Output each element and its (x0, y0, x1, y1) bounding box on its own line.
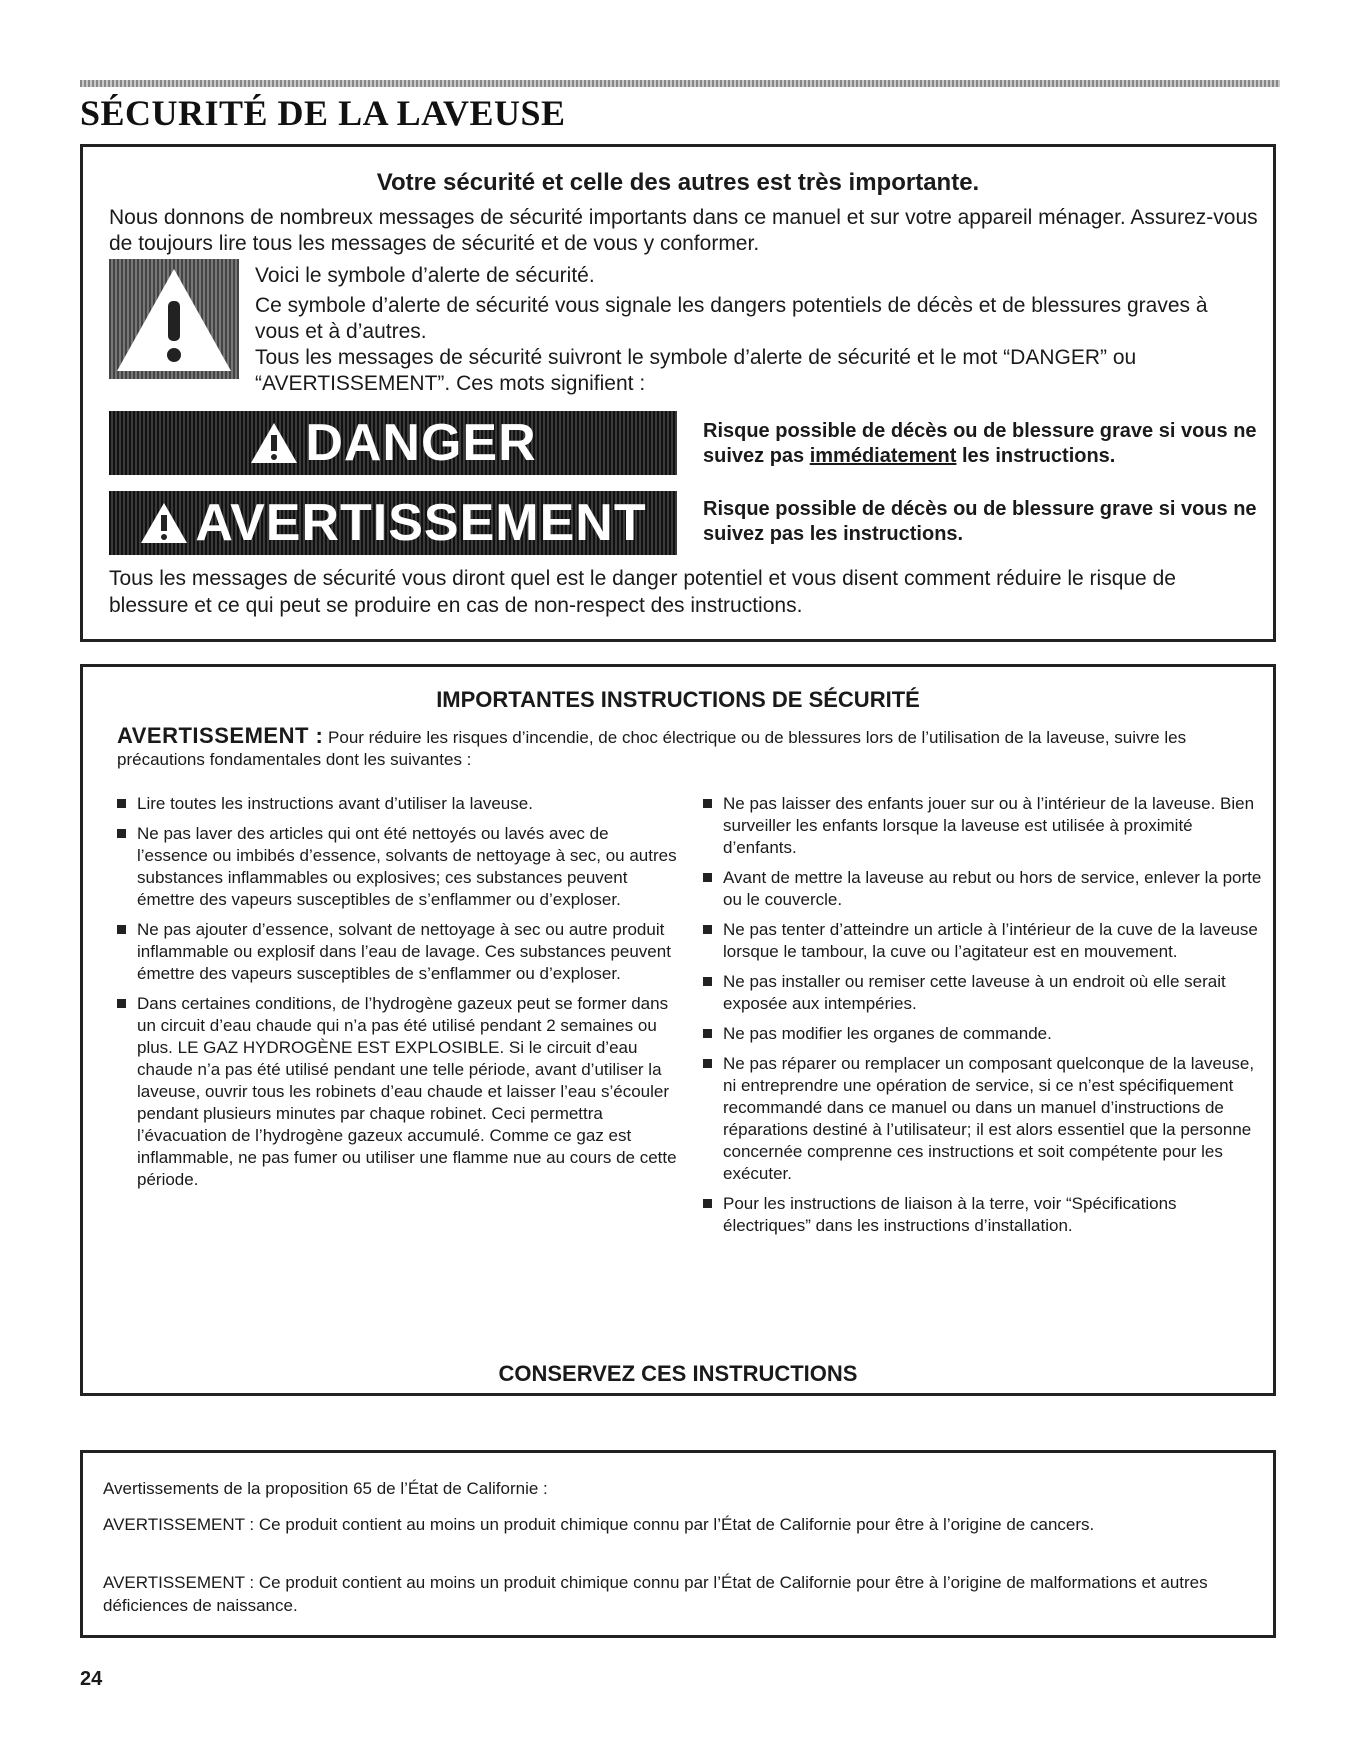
danger-description: Risque possible de décès ou de blessure grave si vous ne suivez pas immédiatement les instructions. (703, 420, 1257, 467)
list-item: Lire toutes les instructions avant d’utiliser la laveuse. (117, 793, 677, 815)
prop65-warning-birth-defects: AVERTISSEMENT : Ce produit contient au moins un produit chimique connu par l’État de Californie pour être à l’origine de malformations et autres déficiences de naissance. (103, 1573, 1208, 1615)
list-item: Ne pas modifier les organes de commande. (703, 1023, 1263, 1045)
warning-triangle-icon (249, 421, 299, 465)
page-number: 24 (80, 1668, 103, 1690)
prop65-warning-cancer: AVERTISSEMENT : Ce produit contient au moins un produit chimique connu par l’État de Californie pour être à l’origine de cancers. (103, 1515, 1095, 1534)
list-item: Avant de mettre la laveuse au rebut ou hors de service, enlever la porte ou le couvercle. (703, 867, 1263, 911)
safety-alert-icon (109, 259, 239, 379)
danger-signal-banner (109, 411, 677, 475)
alert-symbol-line-3: Tous les messages de sécurité suivront le symbole d’alerte de sécurité et le mot “DANGER” ou “AVERTISSEMENT”. Ces mots signifient : (255, 346, 1137, 395)
prop65-heading: Avertissements de la proposition 65 de l’État de Californie : (103, 1479, 548, 1498)
instructions-list-left (117, 793, 677, 1199)
important-instructions-box (80, 664, 1276, 1396)
warning-triangle-icon (139, 501, 189, 545)
safety-message-box (80, 144, 1276, 642)
instructions-list-right (703, 793, 1263, 1245)
list-item: Dans certaines conditions, de l’hydrogène gazeux peut se former dans un circuit d’eau chaude qui n’a pas été utilisé pendant 2 semaines ou plus. LE GAZ HYDROGÈNE EST EXPLOSIBLE. Si le circuit d’eau chaude n’a pas été utilisé pendant une telle période, avant d’utiliser la laveuse, ouvrir tous les robinets d’eau chaude et laisser l’eau s’écouler pendant plusieurs minutes par chaque robinet. Ceci permettra l’évacuation de l’hydrogène gazeux accumulé. Comme ce gaz est inflammable, ne pas fumer ou utiliser une flamme nue au cours de cette période. (117, 993, 677, 1191)
list-item: Ne pas laisser des enfants jouer sur ou à l’intérieur de la laveuse. Bien surveiller les enfants lorsque la laveuse est utilisée à proximité d’enfants. (703, 793, 1263, 859)
list-item: Ne pas ajouter d’essence, solvant de nettoyage à sec ou autre produit inflammable ou explosif dans l’eau de lavage. Ces substances peuvent émettre des vapeurs susceptibles de s’enflammer ou d’exploser. (117, 919, 677, 985)
page-title: SÉCURITÉ DE LA LAVEUSE (80, 93, 566, 133)
top-rule (80, 80, 1280, 87)
list-item: Ne pas installer ou remiser cette laveuse à un endroit où elle serait exposée aux intempéries. (703, 971, 1263, 1015)
safety-outro: Tous les messages de sécurité vous diront quel est le danger potentiel et vous disent comment réduire le risque de blessure et ce qui peut se produire en cas de non-respect des instructions. (109, 567, 1176, 617)
list-item: Pour les instructions de liaison à la terre, voir “Spécifications électriques” dans les instructions d’installation. (703, 1193, 1263, 1237)
safety-heading: Votre sécurité et celle des autres est très importante. (376, 169, 980, 196)
instructions-heading: IMPORTANTES INSTRUCTIONS DE SÉCURITÉ (436, 687, 920, 712)
warning-description: Risque possible de décès ou de blessure grave si vous ne suivez pas les instructions. (703, 498, 1257, 545)
prop65-box (80, 1450, 1276, 1638)
list-item: Ne pas réparer ou remplacer un composant quelconque de la laveuse, ni entreprendre une opération de service, si ce n’est spécifiquement recommandé dans ce manuel ou dans un manuel d’instructions de réparations destiné à l’utilisateur; il est alors essentiel que la personne concernée comprenne ces instructions et soit compétente pour les exécuter. (703, 1053, 1263, 1185)
alert-symbol-line-1: Voici le symbole d’alerte de sécurité. (255, 264, 595, 287)
warning-signal-banner (109, 491, 677, 555)
danger-label: DANGER (305, 414, 537, 472)
warning-label: AVERTISSEMENT (195, 494, 647, 552)
save-instructions-footer: CONSERVEZ CES INSTRUCTIONS (498, 1361, 858, 1386)
alert-symbol-line-2: Ce symbole d’alerte de sécurité vous signale les dangers potentiels de décès et de blessures graves à vous et à d’autres. (255, 294, 1208, 343)
safety-intro: Nous donnons de nombreux messages de sécurité importants dans ce manuel et sur votre appareil ménager. Assurez-vous de toujours lire tous les messages de sécurité et de vous y conformer. (109, 206, 1258, 255)
instructions-warning: AVERTISSEMENT : Pour réduire les risques d’incendie, de choc électrique ou de blessures lors de l’utilisation de la laveuse, suivre les précautions fondamentales dont les suivantes : (117, 723, 1187, 769)
list-item: Ne pas tenter d’atteindre un article à l’intérieur de la cuve de la laveuse lorsque le tambour, la cuve ou l’agitateur est en mouvement. (703, 919, 1263, 963)
list-item: Ne pas laver des articles qui ont été nettoyés ou lavés avec de l’essence ou imbibés d’essence, solvants de nettoyage à sec, ou autres substances inflammables ou explosives; ces substances peuvent émettre des vapeurs susceptibles de s’enflammer ou d’exploser. (117, 823, 677, 911)
